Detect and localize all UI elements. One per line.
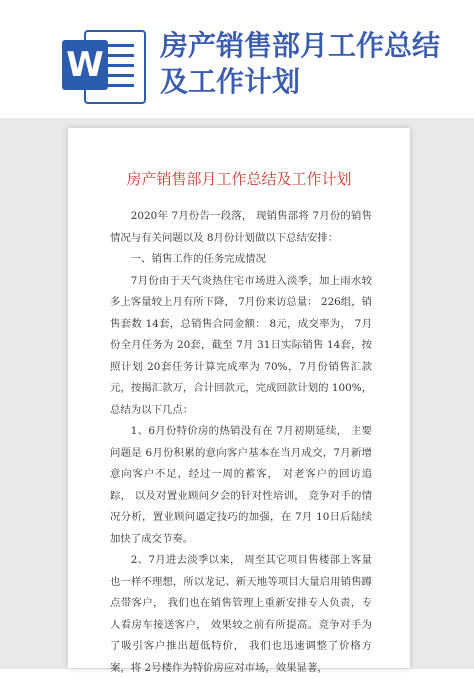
banner-title: 房产销售部月工作总结及工作计划: [160, 29, 441, 98]
document-title: 房产销售部月工作总结及工作计划: [126, 170, 352, 188]
paragraph: 2、7月进去淡季以来， 周至其它项目售楼部上客量也一样不理想，所以龙记、新天地等项目大量启用销售蹲点带客户， 我们也在销售管理上重新安排专人负责，专人看房车接送客户， 效果较之前有所提高。竞争对手为了吸引客户推出超低特价， 我们也迅速调整了价格方案，将 2号楼作为特价房应对市场，效果显著，: [110, 554, 372, 674]
word-document-icon: [58, 24, 148, 106]
doc-line: [106, 54, 134, 57]
section-heading: 一、销售工作的任务完成情况: [130, 253, 266, 265]
paragraph: 2020年 7月份告一段落， 现销售部将 7月份的销售情况与有关问题以及 8月份计划做以下总结安排：: [110, 210, 372, 244]
paragraph: 1、6月份特价房的热销没有在 7月初期延续， 主要问题是 6月份积累的意向客户基本在当月成交，7月新增意向客户不足，经过一周的蓄客， 对老客户的回访追踪， 以及对置业顾问夕会的针对性培训， 竞争对手的情况分析，置业顾问逼定技巧的加强，在 7月 10日后陆续加快了成交节奏。: [110, 425, 372, 545]
paragraph: 7月份由于天气炎热住宅市场进入淡季，加上雨水较多上客量较上月有所下降， 7月份来访总量： 226组，销售套数 14套，总销售合同金额： 8元，成交率为， 7月份全月任务为 20套，截至 7月 31日实际销售 14套，按照计划 20套任务计算完成率为 70%，7月份销售汇款元，按揭汇款万，合计回款元，完成回款计划的 100%，总结为以下几点：: [110, 274, 372, 416]
doc-line: [106, 74, 134, 77]
header-banner: [0, 0, 474, 118]
word-w-badge: W: [62, 40, 108, 90]
doc-line: [106, 44, 134, 47]
doc-line: [106, 84, 134, 87]
document-body: [110, 206, 372, 679]
doc-line: [106, 64, 134, 67]
document-page: [68, 128, 410, 674]
